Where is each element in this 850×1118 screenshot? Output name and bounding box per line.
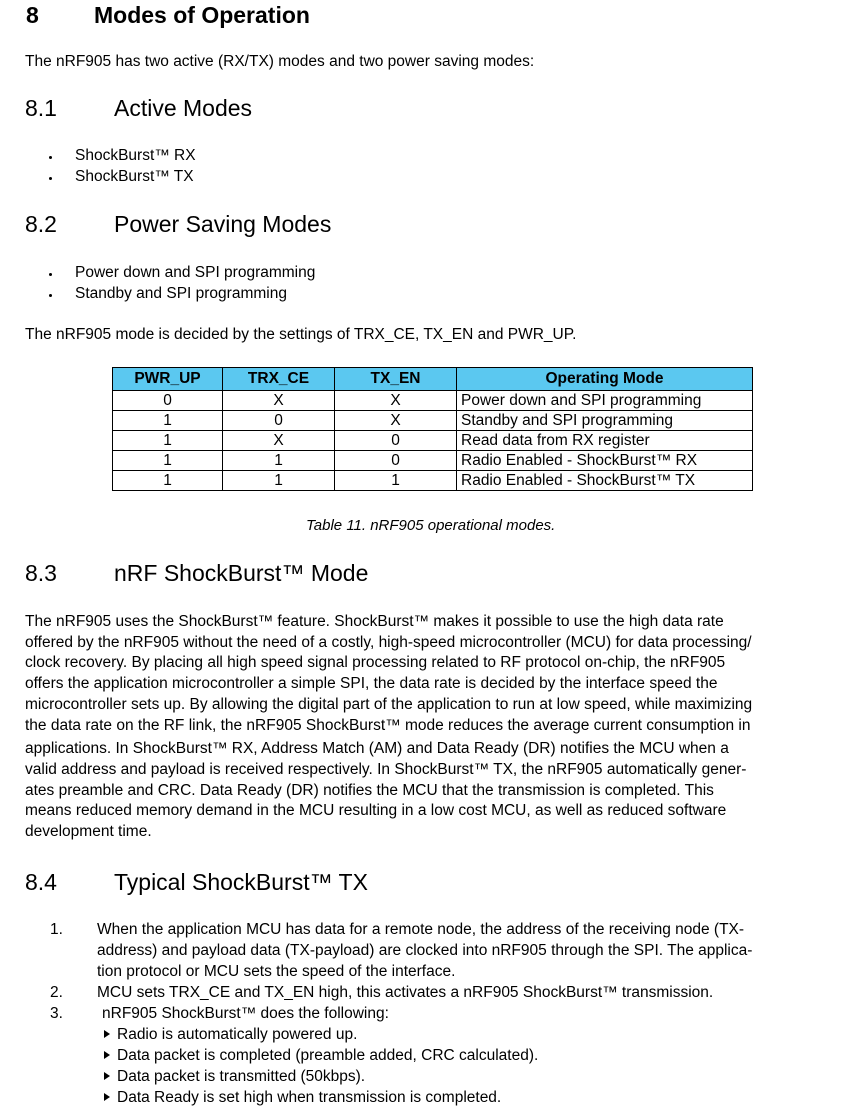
table-row [113,431,753,451]
paragraph-line: applications. In ShockBurst™ RX, Address Match (AM) and Data Ready (DR) notifies the MCU when a [25,740,729,758]
operational-modes-table [112,367,753,491]
sub-list-item [104,1089,501,1107]
table-cell: Radio Enabled - ShockBurst™ TX [457,471,753,491]
subsection-title-power-saving: Power Saving Modes [114,211,332,237]
sub-list-item [104,1047,538,1065]
step-line: address) and payload data (TX-payload) are clocked into nRF905 through the SPI. The applica- [97,942,753,959]
table-cell: 0 [335,431,457,451]
table-cell: X [223,391,335,411]
subsection-title-shockburst-mode: nRF ShockBurst™ Mode [114,560,369,586]
bullet-dot [49,273,52,276]
table-cell: 1 [113,471,223,491]
table-caption: Table 11. nRF905 operational modes. [306,517,556,534]
table-cell: 1 [113,451,223,471]
table-row [113,411,753,431]
section-number: 8 [26,2,39,28]
paragraph-line: the data rate on the RF link, the nRF905 ShockBurst™ mode reduces the average current consumption in [25,716,751,734]
column-header: TX_EN [335,368,457,391]
subsection-number-8-3: 8.3 [25,560,57,586]
list-item: ShockBurst™ TX [75,168,194,185]
subsection-number-8-1: 8.1 [25,95,57,121]
list-item: Standby and SPI programming [75,285,287,302]
sub-list-item [104,1068,365,1086]
sub-list-item-text: Data packet is completed (preamble added, CRC calculated). [117,1047,539,1064]
sub-list-item-text: Data Ready is set high when transmission is completed. [117,1089,502,1106]
step-line: MCU sets TRX_CE and TX_EN high, this activates a nRF905 ShockBurst™ transmission. [97,984,714,1001]
table-row [113,471,753,491]
table-row [113,391,753,411]
sub-list-item [104,1026,357,1044]
arrow-bullet-icon [104,1030,110,1038]
paragraph-line: development time. [25,823,152,841]
arrow-bullet-icon [104,1072,110,1080]
table-cell: X [223,431,335,451]
paragraph-line: clock recovery. By placing all high speed signal processing related to RF protocol on-chip, the nRF905 [25,654,726,672]
table-cell: 1 [223,451,335,471]
table-cell: 1 [335,471,457,491]
column-header: TRX_CE [223,368,335,391]
column-header: PWR_UP [113,368,223,391]
table-cell: Standby and SPI programming [457,411,753,431]
paragraph-line: offers the application microcontroller a simple SPI, the data rate is decided by the interface speed the [25,675,718,693]
step-line: When the application MCU has data for a remote node, the address of the receiving node (TX- [97,921,745,938]
subsection-number-8-2: 8.2 [25,211,57,237]
list-item: ShockBurst™ RX [75,147,196,164]
table-cell: X [335,391,457,411]
shockburst-paragraph [25,612,840,843]
table-cell: 0 [335,451,457,471]
paragraph-line: valid address and payload is received respectively. In ShockBurst™ TX, the nRF905 automatically gener- [25,760,747,778]
table-row [113,451,753,471]
bullet-dot [49,177,52,180]
bullet-dot [49,156,52,159]
arrow-bullet-icon [104,1093,110,1101]
table-cell: Power down and SPI programming [457,391,753,411]
section-title: Modes of Operation [94,2,310,28]
step-number: 1. [50,921,63,938]
subsection-number-8-4: 8.4 [25,869,57,895]
list-item: Power down and SPI programming [75,264,316,281]
paragraph-line: offered by the nRF905 without the need of a costly, high-speed microcontroller (MCU) for data processing/ [25,633,752,651]
column-header: Operating Mode [457,368,753,391]
paragraph-line: ates preamble and CRC. Data Ready (DR) notifies the MCU that the transmission is completed. This [25,781,714,799]
table-cell: 1 [223,471,335,491]
bullet-dot [49,294,52,297]
subsection-title-typical-tx: Typical ShockBurst™ TX [114,869,368,895]
table-cell: Radio Enabled - ShockBurst™ RX [457,451,753,471]
sub-list-item-text: Radio is automatically powered up. [117,1026,358,1043]
table-cell: X [335,411,457,431]
paragraph-line: means reduced memory demand in the MCU resulting in a low cost MCU, as well as reduced software [25,802,727,820]
mode-sentence: The nRF905 mode is decided by the settings of TRX_CE, TX_EN and PWR_UP. [25,326,577,343]
sub-list-item-text: Data packet is transmitted (50kbps). [117,1068,366,1085]
step-line: nRF905 ShockBurst™ does the following: [102,1005,389,1022]
table-cell: 1 [113,431,223,451]
step-number: 2. [50,984,63,1001]
table-cell: 0 [223,411,335,431]
table-cell: 1 [113,411,223,431]
table-cell: Read data from RX register [457,431,753,451]
step-number: 3. [50,1005,63,1022]
table-cell: 0 [113,391,223,411]
arrow-bullet-icon [104,1051,110,1059]
paragraph-line: microcontroller sets up. By allowing the digital part of the application to run at low speed, while maximizing [25,695,753,713]
intro-text: The nRF905 has two active (RX/TX) modes and two power saving modes: [25,53,535,70]
paragraph-line: The nRF905 uses the ShockBurst™ feature. ShockBurst™ makes it possible to use the high data rate [25,613,724,630]
step-line: tion protocol or MCU sets the speed of the interface. [97,963,456,980]
subsection-title-active-modes: Active Modes [114,95,253,121]
table-header-row [113,368,753,391]
